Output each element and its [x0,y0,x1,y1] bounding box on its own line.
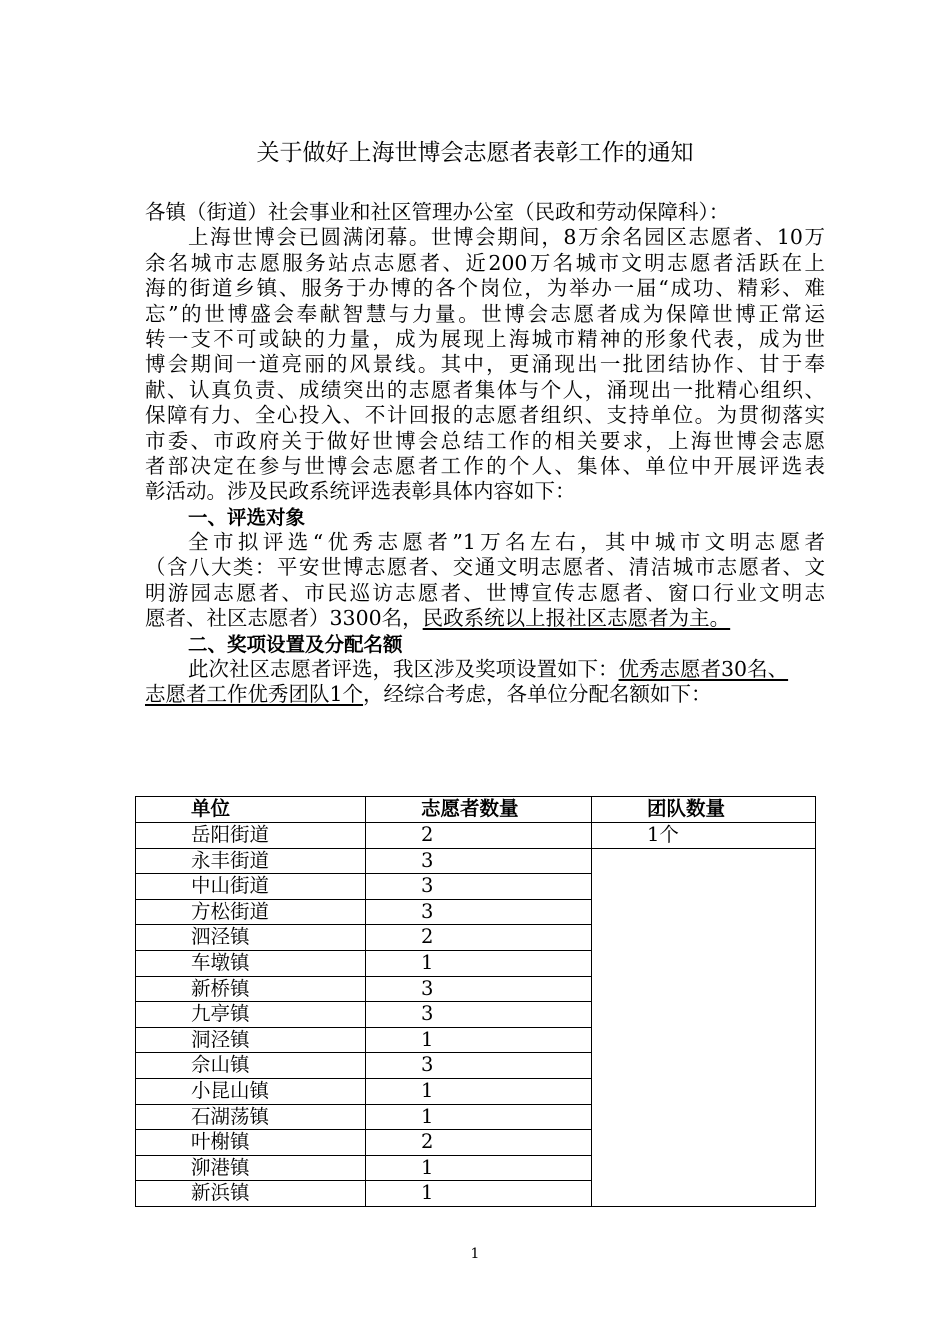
paragraph-line [145,682,825,707]
cell-volunteer-count: 3 [366,848,592,874]
cell-volunteer-count: 1 [366,1181,592,1207]
header-unit: 单位 [136,797,366,823]
paragraph-line: 余名城市志愿服务站点志愿者、近200万名城市文明志愿者活跃在上 [145,250,825,275]
cell-unit: 洞泾镇 [136,1027,366,1053]
cell-team-count: 1个 [592,823,816,849]
cell-unit: 泖港镇 [136,1155,366,1181]
cell-volunteer-count: 1 [366,950,592,976]
cell-volunteer-count: 1 [366,1104,592,1130]
table-row [136,823,816,849]
cell-volunteer-count: 3 [366,874,592,900]
header-team-count: 团队数量 [592,797,816,823]
paragraph-line: 忘”的世博盛会奉献智慧与力量。世博会志愿者成为保障世博正常运 [145,301,825,326]
paragraph-line: 者部决定在参与世博会志愿者工作的个人、集体、单位中开展评选表 [145,453,825,478]
cell-volunteer-count: 1 [366,1078,592,1104]
document-title: 关于做好上海世博会志愿者表彰工作的通知 [256,140,694,166]
page-number: 1 [470,1246,480,1262]
header-volunteer-count: 志愿者数量 [366,797,592,823]
cell-unit: 岳阳街道 [136,823,366,849]
section-heading: 一、评选对象 [188,505,306,529]
paragraph-line: 明游园志愿者、市民巡访志愿者、世博宣传志愿者、窗口行业文明志 [145,580,825,605]
cell-unit: 永丰街道 [136,848,366,874]
paragraph-line: 保障有力、全心投入、不计回报的志愿者组织、支持单位。为贯彻落实 [145,403,825,428]
paragraph-line: 彰活动。涉及民政系统评选表彰具体内容如下： [145,479,576,504]
section-heading: 二、奖项设置及分配名额 [188,632,403,656]
paragraph-line [145,606,825,631]
cell-volunteer-count: 2 [366,925,592,951]
paragraph-line [145,657,825,682]
cell-volunteer-count: 3 [366,899,592,925]
addressee: 各镇（街道）社会事业和社区管理办公室（民政和劳动保障科）： [145,200,730,224]
cell-unit: 石湖荡镇 [136,1104,366,1130]
cell-unit: 泗泾镇 [136,925,366,951]
cell-unit: 车墩镇 [136,950,366,976]
paragraph-line: 市委、市政府关于做好世博会总结工作的相关要求，上海世博会志愿 [145,428,825,453]
cell-volunteer-count: 2 [366,1130,592,1156]
paragraph-line: 全市拟评选“优秀志愿者”1万名左右，其中城市文明志愿者 [188,530,825,555]
underlined-text: 优秀志愿者30名、 [618,657,789,682]
quota-table [135,796,816,1207]
cell-unit: 九亭镇 [136,1002,366,1028]
cell-volunteer-count: 1 [366,1155,592,1181]
text: ，经综合考虑，各单位分配名额如下： [363,682,712,707]
cell-unit: 小昆山镇 [136,1078,366,1104]
underlined-text: 民政系统以上报社区志愿者为主。 [422,606,731,631]
text: 此次社区志愿者评选，我区涉及奖项设置如下： [188,657,619,682]
cell-volunteer-count: 2 [366,823,592,849]
paragraph-line: 博会期间一道亮丽的风景线。其中，更涌现出一批团结协作、甘于奉 [145,352,825,377]
underlined-text: 志愿者工作优秀团队1个 [145,682,364,707]
cell-volunteer-count: 3 [366,1053,592,1079]
cell-volunteer-count: 3 [366,976,592,1002]
paragraph-line: 海的街道乡镇、服务于办博的各个岗位，为举办一届“成功、精彩、难 [145,276,825,301]
cell-unit: 新桥镇 [136,976,366,1002]
cell-unit: 中山街道 [136,874,366,900]
cell-volunteer-count: 1 [366,1027,592,1053]
cell-unit: 叶榭镇 [136,1130,366,1156]
cell-unit: 佘山镇 [136,1053,366,1079]
document-body [145,200,825,708]
paragraph-line: 献、认真负责、成绩突出的志愿者集体与个人，涌现出一批精心组织、 [145,377,825,402]
table-row [136,848,816,874]
cell-volunteer-count: 3 [366,1002,592,1028]
paragraph-selection-target [145,530,825,606]
cell-team-count-merged [592,848,816,1206]
paragraph-intro [145,225,825,504]
cell-unit: 方松街道 [136,899,366,925]
text: 愿者、社区志愿者）3300名， [145,606,423,631]
paragraph-line: 转一支不可或缺的力量，成为展现上海城市精神的形象代表，成为世 [145,326,825,351]
paragraph-line: 上海世博会已圆满闭幕。世博会期间，8万余名园区志愿者、10万 [188,225,825,250]
paragraph-line: （含八大类：平安世博志愿者、交通文明志愿者、清洁城市志愿者、文 [145,555,825,580]
cell-unit: 新浜镇 [136,1181,366,1207]
